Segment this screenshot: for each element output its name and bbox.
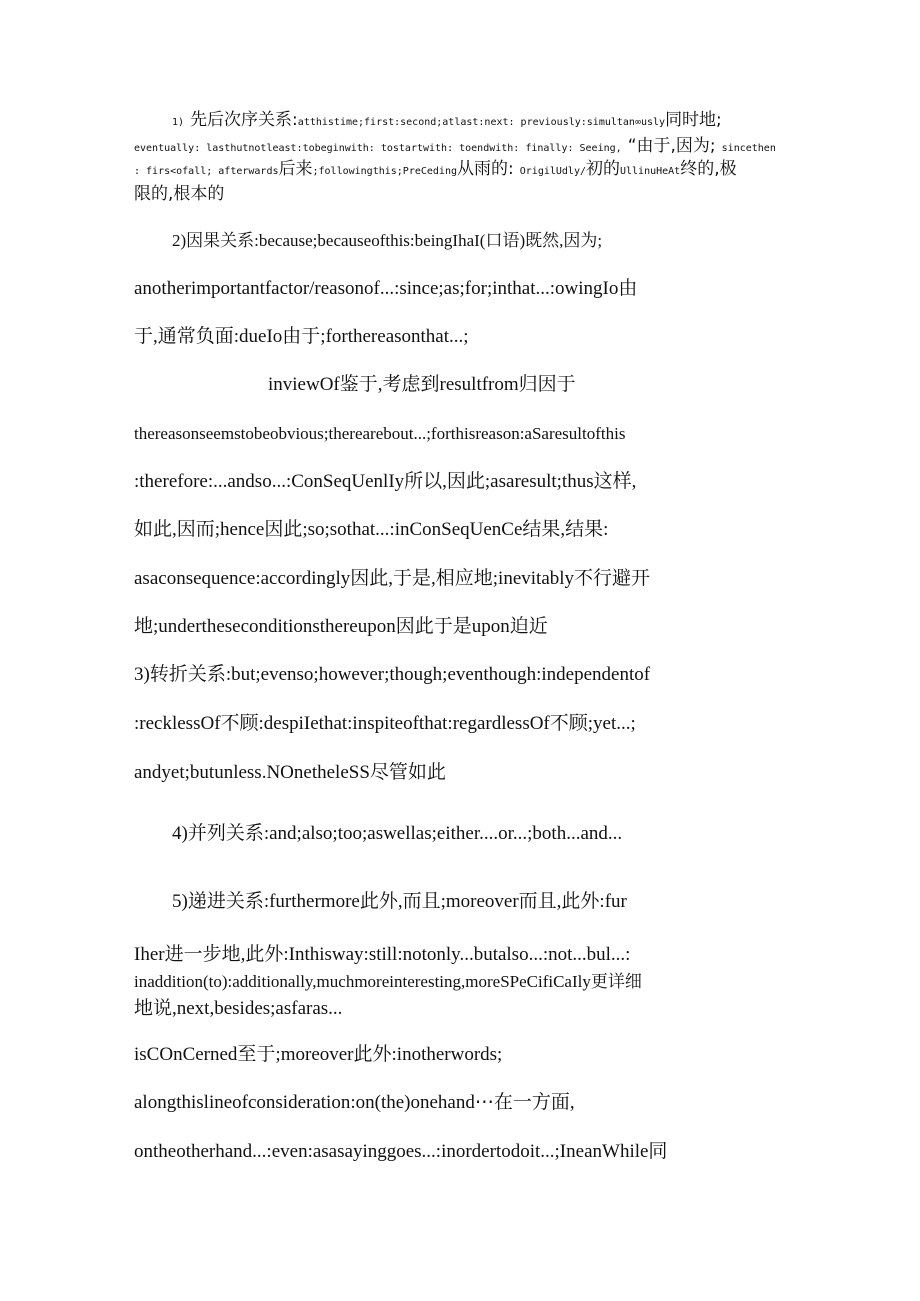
item-number: 1)	[172, 117, 191, 128]
text-line: Iher进一步地,此外:Inthisway:still:notonly...butalso...:not...bul...:	[134, 944, 631, 965]
text-run: ;followingthis;PreCeding	[312, 166, 457, 177]
text-line: alongthislineofconsideration:on(the)onehand⋯在一方面,	[134, 1092, 575, 1113]
text-line: inaddition(to):additionally,muchmoreinteresting,moreSPeCifiCaIly更详细	[134, 972, 642, 991]
text-run: OrigilUdly/	[513, 166, 586, 177]
text-run: 终的,极	[680, 159, 737, 179]
text-line: anotherimportantfactor/reasonof...:since;as;for;inthat...:owingIo由	[134, 278, 638, 299]
text-line: asaconsequence:accordingly因此,于是,相应地;inevitably不行避开	[134, 568, 651, 589]
line-4	[134, 181, 224, 207]
paragraph-3-heading-line: 3)转折关系:but;evenso;however;though;eventhough:independentof	[134, 664, 651, 685]
text-line: thereasonseemstobeobvious;therearebout...;forthisreason:aSaresultofthis	[134, 424, 626, 443]
text-line: isCOnCerned至于;moreover此外:inotherwords;	[134, 1044, 503, 1065]
text-run: “由于,因为;	[627, 136, 716, 156]
text-run: 初的	[585, 159, 620, 179]
paragraph-2-heading-line: 2)因果关系:because;becauseofthis:beingIhaI(口语)既然,因为;	[172, 231, 603, 250]
text-line: andyet;butunless.NOnetheleSS尽管如此	[134, 762, 446, 783]
text-run: atthistime;first:second;atlast:next: previously:simultan∞usly	[297, 117, 666, 128]
text-line: 于,通常负面:dueIo由于;forthereasonthat...;	[134, 326, 469, 347]
text-line: :recklessOf不顾:despiIethat:inspiteofthat:regardlessOf不顾;yet...;	[134, 713, 636, 734]
text-run: sincethen	[715, 143, 776, 154]
line-1	[172, 107, 722, 136]
text-line: 地说,next,besides;asfaras...	[134, 998, 343, 1019]
text-run: 后来	[278, 159, 313, 179]
text-run: 同时地;	[665, 110, 722, 130]
section-heading: 先后次序关系:	[190, 110, 298, 130]
text-line: inviewOf鉴于,考虑到resultfrom归因于	[268, 374, 576, 395]
text-run: 限的,根本的	[134, 184, 225, 204]
text-run: UllinuHeAt	[619, 166, 681, 177]
text-line: :therefore:...andso...:ConSeqUenlIy所以,因此;asaresult;thus这样,	[134, 471, 637, 492]
text-run: 从雨的:	[457, 159, 514, 179]
text-line: ontheotherhand...:even:asasayinggoes...:inordertodoit...;IneanWhile同	[134, 1141, 668, 1162]
paragraph-4-line: 4)并列关系:and;also;too;aswellas;either....or...;both...and...	[172, 823, 623, 844]
paragraph-5-heading-line: 5)递进关系:furthermore此外,而且;moreover而且,此外:fur	[172, 891, 627, 912]
text-line: 地;undertheseconditionsthereupon因此于是upon迫近	[134, 616, 548, 637]
text-run: eventually: lasthutnotleast:tobeginwith: tostartwith: toendwith: finally: Seeing,	[134, 143, 628, 154]
text-line: 如此,因而;hence因此;so;sothat...:inConSeqUenCe结果,结果:	[134, 519, 609, 540]
text-run: : firs<ofall; afterwards	[134, 166, 279, 177]
